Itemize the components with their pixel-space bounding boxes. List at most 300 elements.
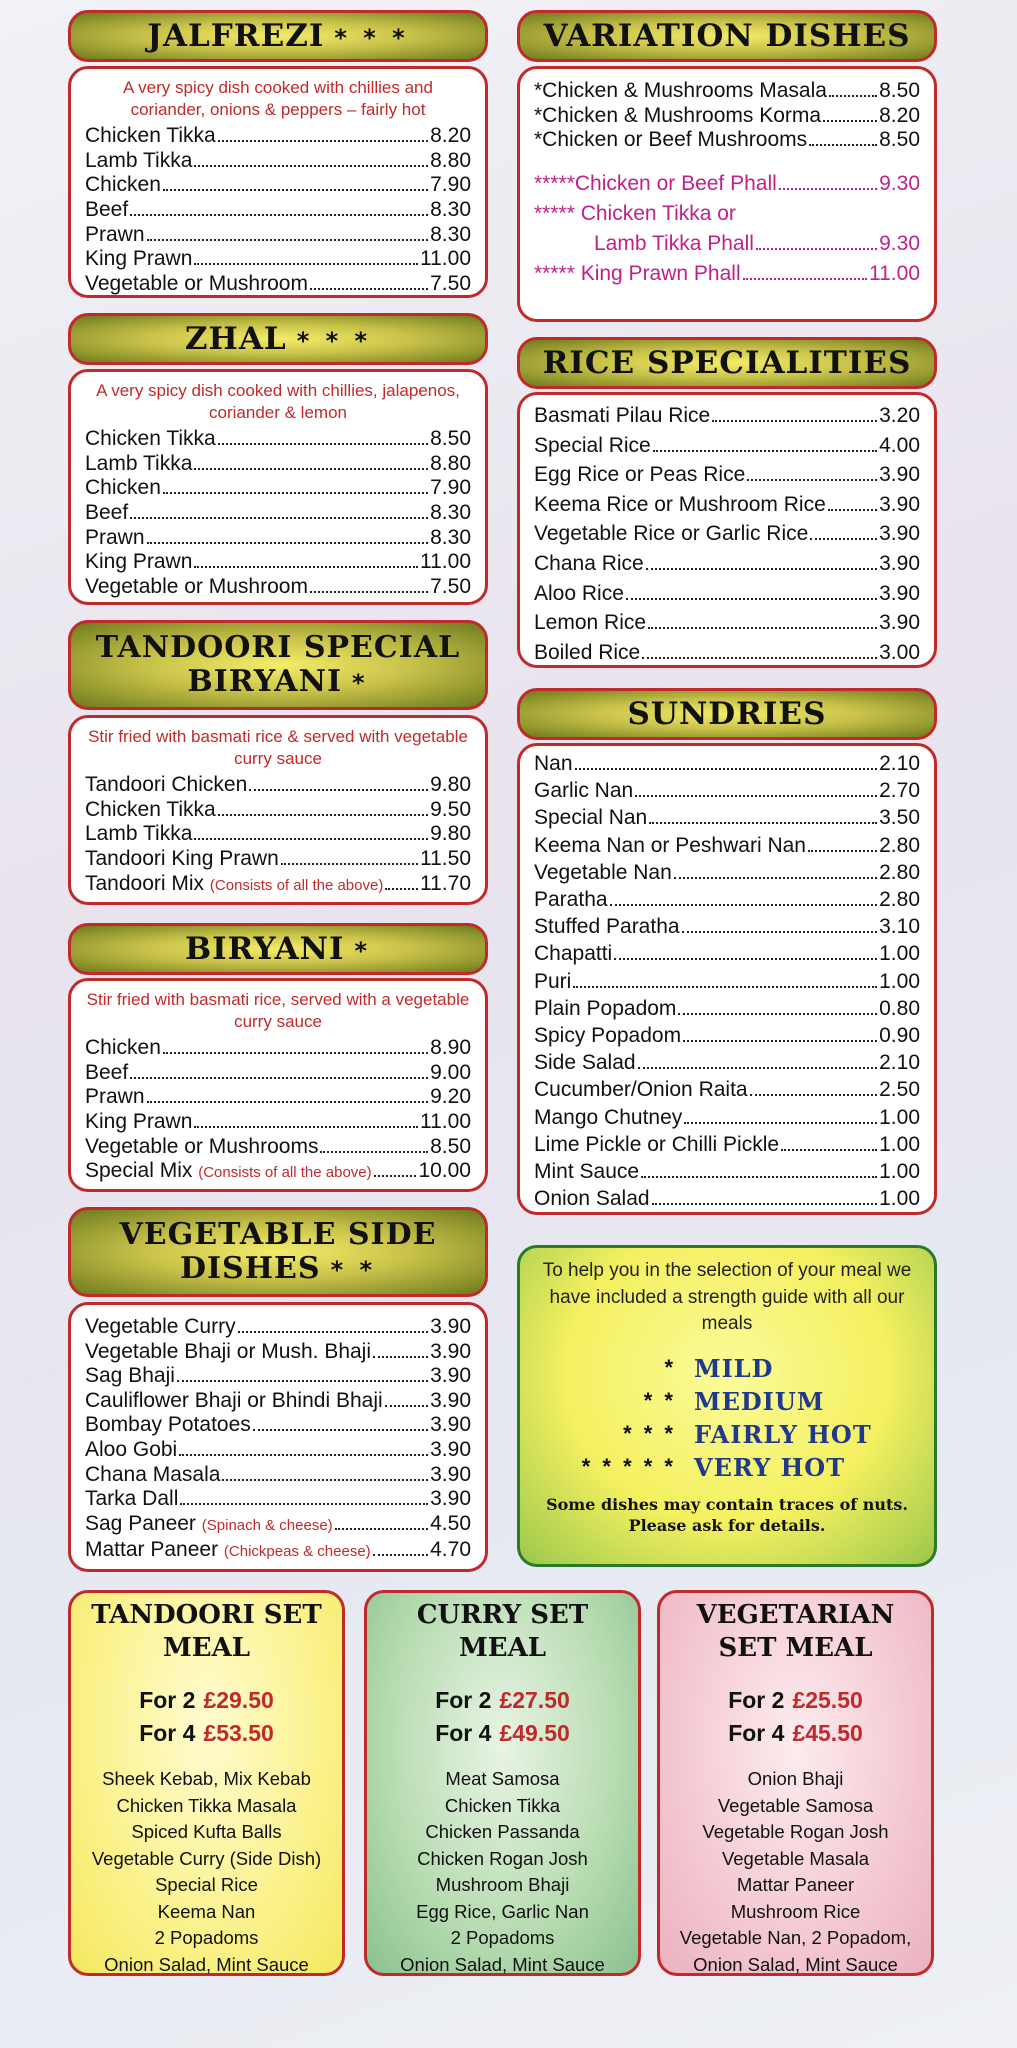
- menu-item-name: [534, 259, 741, 289]
- dot-leader: [829, 95, 877, 97]
- menu-item-price: 8.30: [430, 525, 471, 549]
- set-meal-contents: [660, 1766, 931, 1978]
- menu-item-row: [534, 431, 920, 461]
- menu-item-name: [85, 1413, 251, 1438]
- menu-item-row: [534, 401, 920, 431]
- menu-item-name: [534, 968, 571, 995]
- dot-leader: [652, 1203, 878, 1205]
- menu-item-row: [85, 501, 471, 526]
- menu-item-name: [534, 832, 806, 859]
- veg-side-title-line2: DISHES: [179, 1251, 321, 1286]
- menu-item-label: Sag Bhaji: [85, 1364, 175, 1388]
- menu-item-row: [534, 804, 920, 831]
- strength-stars: *: [664, 1355, 676, 1381]
- menu-item-name: [534, 460, 745, 490]
- menu-item-row: [85, 272, 471, 297]
- menu-item-price: 8.80: [430, 148, 471, 172]
- set-meal-title-line2: SET MEAL: [718, 1633, 873, 1664]
- set-meal-prices: [71, 1684, 342, 1751]
- menu-item-label: Chicken Tikka: [85, 124, 216, 148]
- veg-side-strength-stars: * *: [330, 1256, 377, 1284]
- veg-side-item-list: [85, 1315, 471, 1565]
- menu-item-name: [85, 1061, 128, 1086]
- menu-item-price: 2.70: [879, 779, 920, 803]
- menu-item-row: [85, 1061, 471, 1086]
- menu-item-label: Vegetable Bhaji or Mush. Bhaji: [85, 1339, 372, 1363]
- tandoori-biryani-strength-stars: *: [352, 669, 369, 697]
- menu-item-price: 8.90: [430, 1036, 471, 1060]
- jalfrezi-strength-stars: * * *: [334, 23, 409, 52]
- menu-item-row: [85, 1487, 471, 1512]
- dot-leader: [194, 468, 428, 470]
- price-amount: £53.50: [203, 1719, 274, 1746]
- menu-item-name: [85, 501, 128, 526]
- menu-item-note: (Chickpeas & cheese): [223, 1543, 371, 1561]
- menu-item-label: Chana Masala: [85, 1462, 221, 1486]
- dot-leader: [320, 1151, 428, 1153]
- veg-side-heading: [68, 1207, 488, 1297]
- menu-item-label: Cauliflower Bhaji or Bhindi Bhaji: [85, 1388, 383, 1412]
- menu-item-label: *Chicken & Mushrooms Masala: [534, 79, 827, 102]
- menu-item-row: [534, 549, 920, 579]
- menu-item-row: [85, 550, 471, 575]
- dot-leader: [747, 479, 877, 481]
- menu-item-name: [85, 198, 128, 223]
- menu-item-name: [534, 579, 624, 609]
- variation-item-list: [534, 79, 920, 153]
- dot-leader: [649, 822, 877, 824]
- dot-leader: [163, 492, 428, 494]
- menu-item-name: [85, 173, 161, 198]
- menu-item-price: 11.70: [420, 871, 471, 895]
- menu-item-row: [85, 1340, 471, 1365]
- menu-item-name: [85, 1538, 371, 1565]
- menu-item-label: Mattar Paneer: [85, 1538, 219, 1562]
- menu-item-row: [534, 79, 920, 104]
- strength-guide-intro: To help you in the selection of your meal we have included a strength guide with all our meals: [542, 1260, 912, 1335]
- menu-item-name: [85, 1340, 371, 1365]
- set-meal-item: Sheek Kebab, Mix Kebab: [102, 1768, 311, 1790]
- menu-item-name: [85, 1463, 220, 1488]
- menu-item-label: Chana Rice: [534, 551, 644, 575]
- dot-leader: [194, 838, 428, 840]
- set-meal-price-row: [71, 1684, 342, 1717]
- menu-item-label: Lamb Tikka: [85, 148, 193, 172]
- zhal-item-list: [85, 427, 471, 599]
- menu-item-name: [85, 476, 161, 501]
- menu-item-row: [534, 886, 920, 913]
- menu-item-name: [85, 1389, 383, 1414]
- menu-item-row: [85, 173, 471, 198]
- zhal-heading: [68, 313, 488, 365]
- menu-item-name: [85, 427, 216, 452]
- dot-leader: [756, 248, 877, 250]
- menu-item-name: [85, 773, 247, 798]
- zhal-description: A very spicy dish cooked with chillies, jalapenos, coriander & lemon: [96, 381, 460, 423]
- menu-item-name: [534, 913, 680, 940]
- menu-item-name: [534, 431, 651, 461]
- menu-item-price: 9.30: [879, 231, 920, 255]
- sundries-title: SUNDRIES: [627, 695, 827, 732]
- menu-item-price: 2.50: [879, 1078, 920, 1102]
- set-meal-item: Special Rice: [155, 1874, 258, 1896]
- set-meal-title-line1: TANDOORI SET: [91, 1600, 322, 1630]
- dot-leader: [218, 443, 428, 445]
- menu-item-row: [85, 1315, 471, 1340]
- dot-leader: [779, 188, 877, 190]
- price-serving-label: For 4: [728, 1719, 785, 1746]
- rice-heading: [517, 337, 937, 389]
- dot-leader: [641, 1176, 877, 1178]
- menu-item-name: [534, 401, 710, 431]
- menu-item-price: 3.90: [430, 1437, 471, 1461]
- menu-item-label: Garlic Nan: [534, 779, 634, 803]
- menu-item-name: [85, 1085, 145, 1110]
- menu-item-price: 0.90: [879, 1024, 920, 1048]
- menu-item-price: 3.90: [879, 551, 920, 575]
- menu-item-row: [534, 1158, 920, 1185]
- menu-item-name: [85, 1438, 177, 1463]
- variation-heading: [517, 10, 937, 62]
- phall-item-list: [534, 169, 920, 289]
- menu-item-name: [85, 1315, 236, 1340]
- menu-item-price: 8.20: [430, 124, 471, 148]
- set-meal-item: Vegetable Nan, 2 Popadom,: [679, 1927, 912, 1949]
- veg-side-menu-box: [68, 1302, 488, 1572]
- menu-item-name: [534, 1131, 779, 1158]
- price-amount: £25.50: [792, 1686, 863, 1713]
- menu-item-name: [534, 750, 573, 777]
- menu-item-price: 8.80: [430, 451, 471, 475]
- sundries-item-list: [534, 750, 920, 1212]
- dot-leader: [253, 1429, 428, 1431]
- set-meal-item: 2 Popadoms: [450, 1927, 555, 1949]
- set-meal-title: [660, 1599, 931, 1666]
- menu-item-label: Lamb Tikka Phall: [594, 231, 754, 255]
- menu-item-name: [85, 526, 145, 551]
- menu-item-label: Prawn: [85, 222, 145, 246]
- menu-item-price: 3.90: [430, 1364, 471, 1388]
- menu-item-price: 2.10: [879, 752, 920, 775]
- menu-item-row: [85, 1110, 471, 1135]
- price-amount: £27.50: [499, 1686, 570, 1713]
- menu-item-price: 9.00: [430, 1060, 471, 1084]
- menu-item-name: [534, 1104, 682, 1131]
- menu-item-price: 4.50: [430, 1511, 471, 1535]
- menu-item-label: Paratha: [534, 888, 608, 912]
- tandoori-biryani-heading: [68, 620, 488, 710]
- price-serving-label: For 4: [139, 1719, 196, 1746]
- menu-item-row: [85, 773, 471, 798]
- menu-item-row: [85, 798, 471, 823]
- menu-item-label: Chicken: [85, 173, 161, 197]
- biryani-strength-stars: *: [354, 936, 372, 965]
- menu-item-label: Aloo Gobi: [85, 1437, 178, 1461]
- dot-leader: [809, 144, 877, 146]
- menu-item-row: [85, 124, 471, 149]
- menu-item-price: 3.90: [430, 1487, 471, 1511]
- set-meal-item: Chicken Rogan Josh: [417, 1847, 588, 1869]
- set-meal-item: Meat Samosa: [445, 1768, 560, 1790]
- dot-leader: [281, 863, 418, 865]
- menu-item-row: [85, 247, 471, 272]
- dot-leader: [781, 1149, 877, 1151]
- dot-leader: [678, 1013, 877, 1015]
- menu-item-label: Lemon Rice: [534, 611, 647, 635]
- menu-item-name: [534, 1022, 681, 1049]
- set-meal-title: [367, 1599, 638, 1666]
- dot-leader: [648, 627, 877, 629]
- menu-item-label: Lamb Tikka: [85, 822, 193, 846]
- dot-leader: [684, 1122, 877, 1124]
- menu-item-row: [534, 638, 920, 668]
- biryani-heading: [68, 923, 488, 975]
- menu-item-price: 9.80: [430, 822, 471, 846]
- menu-item-row: [534, 460, 920, 490]
- dot-leader: [310, 591, 428, 593]
- menu-item-label: Prawn: [85, 1085, 145, 1109]
- menu-item-price: 9.80: [430, 773, 471, 797]
- menu-item-price: 8.50: [430, 427, 471, 451]
- menu-item-price: 8.30: [430, 222, 471, 246]
- menu-item-row: [85, 198, 471, 223]
- price-serving-label: For 2: [435, 1686, 492, 1713]
- phall-item-line1: [534, 199, 920, 229]
- dot-leader: [626, 598, 877, 600]
- set-meal-item: Onion Salad, Mint Sauce: [400, 1953, 605, 1975]
- set-meal-item: Egg Rice, Garlic Nan: [416, 1900, 589, 1922]
- dot-leader: [249, 789, 428, 791]
- menu-item-label: Puri: [534, 969, 572, 993]
- menu-item-price: 1.00: [879, 1187, 920, 1211]
- menu-item-name: [534, 608, 646, 638]
- menu-item-name: [85, 822, 192, 847]
- set-meal-title-line1: CURRY SET: [416, 1600, 589, 1630]
- menu-item-price: 8.20: [879, 103, 920, 127]
- menu-item-label: Tandoori Mix: [85, 871, 205, 895]
- menu-item-row: [85, 1512, 471, 1539]
- menu-item-price: 7.90: [430, 173, 471, 197]
- tandoori-biryani-title-line2: BIRYANI: [187, 664, 343, 699]
- menu-item-row: [534, 128, 920, 153]
- menu-item-name: [534, 1158, 639, 1185]
- menu-item-label: Bombay Potatoes: [85, 1413, 251, 1437]
- menu-item-label: Spicy Popadom: [534, 1024, 682, 1048]
- menu-item-price: 1.00: [879, 1132, 920, 1156]
- menu-item-price: 7.50: [430, 574, 471, 598]
- biryani-title: BIRYANI: [184, 930, 345, 967]
- zhal-title: ZHAL: [184, 320, 287, 357]
- menu-item-name: [85, 1110, 192, 1135]
- biryani-item-list: [85, 1036, 471, 1186]
- menu-item-label: *Chicken & Mushrooms Korma: [534, 103, 822, 127]
- curry-set-meal-card: [364, 1590, 641, 1976]
- menu-item-row: [85, 822, 471, 847]
- dot-leader: [177, 1380, 428, 1382]
- menu-item-price: 3.90: [430, 1388, 471, 1412]
- menu-item-label: King Prawn: [85, 247, 193, 271]
- menu-item-name: [534, 859, 672, 886]
- menu-item-price: 8.30: [430, 500, 471, 524]
- dot-leader: [335, 1528, 428, 1530]
- jalfrezi-menu-box: [68, 66, 488, 298]
- menu-item-name: [534, 777, 633, 804]
- set-meal-title: [71, 1599, 342, 1666]
- menu-item-label: Side Salad: [534, 1051, 636, 1075]
- dot-leader: [194, 263, 418, 265]
- dot-leader: [373, 1554, 428, 1556]
- menu-item-label: Cucumber/Onion Raita: [534, 1078, 748, 1102]
- menu-item-label: Keema Rice or Mushroom Rice: [534, 492, 826, 516]
- menu-item-label: Tandoori Chicken: [85, 773, 248, 797]
- set-meal-item: Mushroom Rice: [730, 1900, 861, 1922]
- strength-label: VERY HOT: [694, 1452, 846, 1482]
- menu-item-price: 1.00: [879, 969, 920, 993]
- tandoori-set-meal-card: [68, 1590, 345, 1976]
- menu-item-name: [534, 549, 644, 579]
- menu-item-label: Mango Chutney: [534, 1105, 683, 1129]
- dot-leader: [222, 1479, 428, 1481]
- dot-leader: [750, 1094, 878, 1096]
- menu-item-name: [85, 798, 216, 823]
- dot-leader: [130, 1077, 428, 1079]
- menu-item-name: [85, 1487, 178, 1512]
- rice-menu-box: [517, 392, 937, 668]
- menu-item-row: [534, 579, 920, 609]
- menu-item-price: 2.80: [879, 833, 920, 857]
- menu-item-name: [85, 124, 216, 149]
- set-meal-prices: [660, 1684, 931, 1751]
- menu-item-label: Aloo Rice: [534, 581, 624, 605]
- menu-item-price: 3.00: [879, 640, 920, 664]
- dot-leader: [683, 1040, 877, 1042]
- jalfrezi-item-list: [85, 124, 471, 296]
- menu-item-name: [534, 169, 777, 199]
- menu-item-row: [85, 1135, 471, 1160]
- menu-item-name: [594, 229, 754, 259]
- menu-item-price: 7.90: [430, 476, 471, 500]
- menu-item-name: [534, 1076, 748, 1103]
- dot-leader: [646, 568, 877, 570]
- menu-item-price: 3.90: [879, 492, 920, 516]
- menu-item-label: Tarka Dall: [85, 1487, 179, 1511]
- menu-item-name: [85, 847, 279, 872]
- dot-leader: [194, 165, 428, 167]
- nut-warning: Some dishes may contain traces of nuts. Please ask for details.: [546, 1494, 908, 1536]
- strength-stars: * * *: [623, 1421, 676, 1447]
- menu-item-label: Vegetable Nan: [534, 860, 672, 884]
- dot-leader: [147, 239, 429, 241]
- dot-leader: [310, 288, 428, 290]
- price-serving-label: For 2: [139, 1686, 196, 1713]
- menu-item-price: 2.80: [879, 888, 920, 912]
- dot-leader: [635, 795, 877, 797]
- set-meal-item: Vegetable Masala: [721, 1847, 870, 1869]
- rice-title: RICE SPECIALITIES: [542, 344, 912, 381]
- dot-leader: [163, 1052, 428, 1054]
- dot-leader: [374, 1175, 417, 1177]
- dot-leader: [130, 214, 428, 216]
- set-meal-item: Vegetable Rogan Josh: [702, 1821, 889, 1843]
- dot-leader: [385, 1405, 428, 1407]
- dot-leader: [179, 1454, 428, 1456]
- menu-item-label: Chapatti: [534, 942, 613, 966]
- strength-label: MEDIUM: [694, 1386, 825, 1416]
- jalfrezi-title: JALFREZI: [147, 17, 325, 54]
- menu-item-label: *****Chicken or Beef Phall: [534, 171, 777, 195]
- menu-item-price: 1.00: [879, 1160, 920, 1184]
- menu-item-price: 3.90: [879, 522, 920, 546]
- menu-item-label: Lime Pickle or Chilli Pickle: [534, 1132, 780, 1156]
- variation-title: VARIATION DISHES: [543, 17, 911, 54]
- menu-item-label: Lamb Tikka: [85, 451, 193, 475]
- menu-item-price: 3.20: [879, 404, 920, 427]
- dot-leader: [653, 450, 877, 452]
- dot-leader: [147, 1101, 429, 1103]
- dot-leader: [674, 877, 877, 879]
- dot-leader: [194, 1126, 418, 1128]
- set-meal-item: Vegetable Curry (Side Dish): [91, 1847, 322, 1869]
- menu-item-label: Plain Popadom: [534, 996, 677, 1020]
- menu-item-label: Vegetable or Mushroom: [85, 574, 308, 598]
- menu-item-label: Chicken Tikka: [85, 797, 216, 821]
- dot-leader: [147, 542, 429, 544]
- menu-item-row: [534, 519, 920, 549]
- menu-item-name: [85, 272, 308, 297]
- menu-item-row: [534, 1022, 920, 1049]
- menu-item-row: [534, 968, 920, 995]
- menu-item-label: Prawn: [85, 525, 145, 549]
- menu-item-price: 1.00: [879, 942, 920, 966]
- dot-leader: [130, 517, 428, 519]
- tandoori-biryani-title-line1: TANDOORI SPECIAL: [95, 630, 461, 666]
- dot-leader: [194, 566, 418, 568]
- set-meal-item: Mushroom Bhaji: [435, 1874, 570, 1896]
- menu-item-name: [85, 1512, 333, 1539]
- menu-item-price: 11.00: [869, 261, 920, 285]
- strength-level-row: [556, 1352, 922, 1385]
- menu-item-row: [85, 149, 471, 174]
- menu-item-price: 4.00: [879, 433, 920, 457]
- menu-item-price: 3.90: [879, 463, 920, 487]
- menu-item-row: [534, 859, 920, 886]
- menu-item-price: 7.50: [430, 271, 471, 295]
- menu-item-row: [85, 872, 471, 899]
- menu-item-name: [534, 490, 826, 520]
- sundries-menu-box: [517, 743, 937, 1215]
- variation-menu-box: [517, 66, 937, 322]
- menu-item-label: Chicken Tikka: [85, 427, 216, 451]
- menu-item-label: Beef: [85, 1060, 129, 1084]
- menu-item-name: [534, 128, 807, 153]
- menu-item-label: ***** King Prawn Phall: [534, 261, 741, 285]
- menu-item-name: [534, 1049, 636, 1076]
- set-meal-item: Onion Bhaji: [747, 1768, 844, 1790]
- menu-item-price: 3.90: [879, 611, 920, 635]
- menu-item-name: [85, 575, 308, 600]
- menu-item-row: [534, 169, 920, 199]
- menu-item-name: [85, 1159, 372, 1186]
- set-meal-item: Spiced Kufta Balls: [131, 1821, 282, 1843]
- dot-leader: [682, 931, 878, 933]
- menu-item-label: Beef: [85, 500, 129, 524]
- menu-item-label: Special Mix: [85, 1159, 193, 1183]
- menu-item-name: [85, 247, 192, 272]
- menu-item-price: 10.00: [418, 1159, 471, 1183]
- jalfrezi-heading: [68, 10, 488, 62]
- price-amount: £49.50: [499, 1719, 570, 1746]
- set-meal-price-row: [660, 1717, 931, 1750]
